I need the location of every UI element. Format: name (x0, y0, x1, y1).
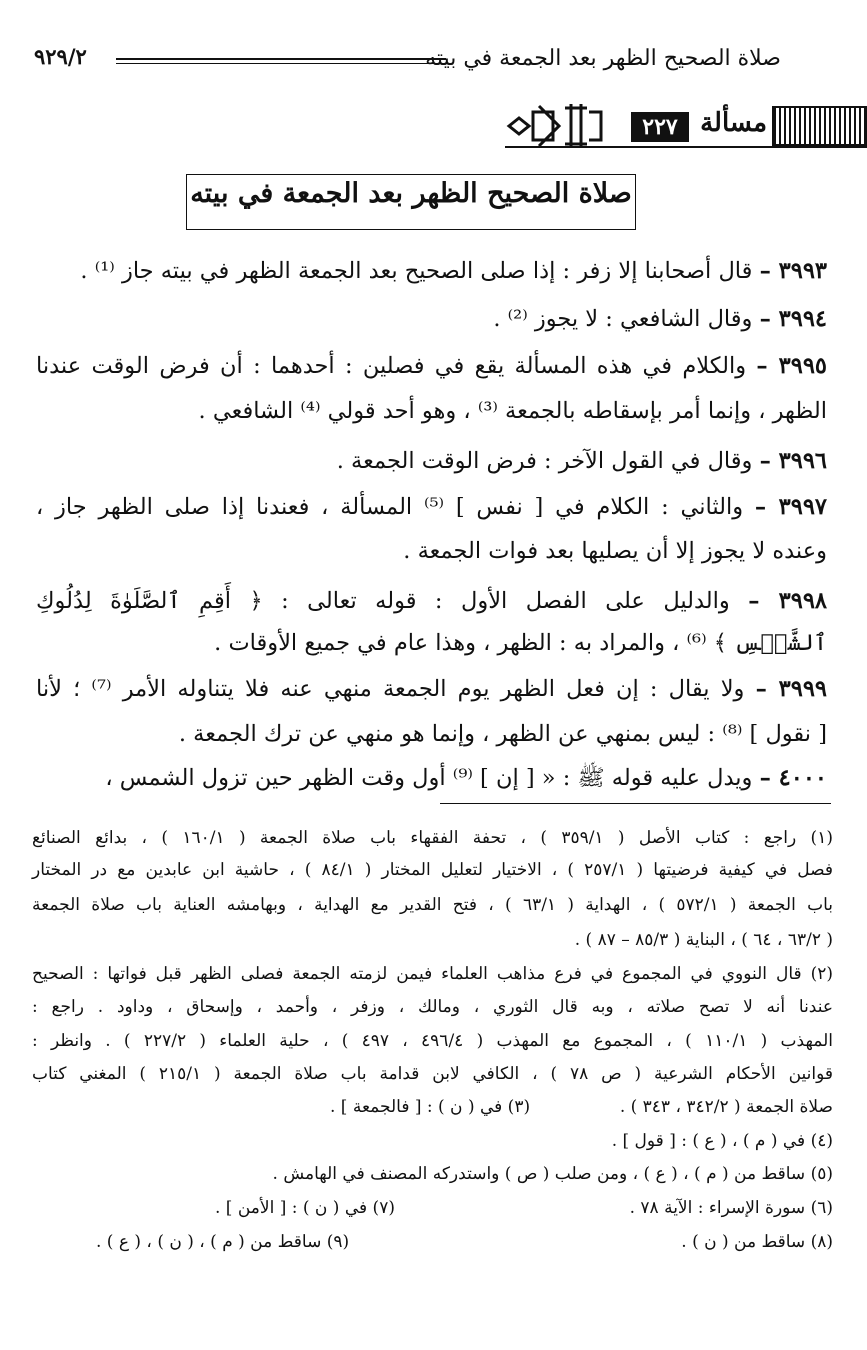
masala-bar (505, 100, 867, 152)
running-header (34, 44, 781, 84)
footnote-6: (٦) سورة الإسراء : الآية ٧٨ . (629, 1198, 833, 1218)
footnote-separator (440, 803, 831, 804)
paragraph-number: ٣٩٩٤ – (759, 306, 827, 332)
footnote-2-line: عندنا أنه لا تصح صلاته ، وبه قال الثوري ، ومالك ، وزفر ، وأحمد ، وإسحاق ، وداود . راجع : (32, 997, 833, 1017)
paragraph-3997 (36, 494, 827, 520)
paragraph-number: ٣٩٩٩ – (755, 676, 828, 702)
paragraph-3994 (493, 306, 827, 332)
paragraph-line: والدليل على الفصل الأول : قوله تعالى : ﴿ أَقِمِ ٱلصَّلَوٰةَ لِدُلُوكِ (36, 588, 730, 614)
footnote-2-line: المهذب ( ١١٠/١ ) ، المجموع مع المهذب ( ٤٩٦/٤ ، ٤٩٧ ) ، حلية العلماء ( ٢٢٧/٢ ) . وانظر : (32, 1031, 834, 1051)
paragraph-4000 (105, 765, 827, 797)
footnote-8: (٨) ساقط من ( ن ) . (681, 1232, 833, 1252)
paragraph-line: ولا يقال : إن فعل الظهر يوم الجمعة منهي عنه فلا يتناوله الأمر ⁽⁷⁾ ؛ لأنا (36, 676, 745, 702)
paragraph-number: ٣٩٩٣ – (759, 258, 827, 284)
paragraph-number: ٣٩٩٦ – (759, 448, 827, 474)
page-title: صلاة الصحيح الظهر بعد الجمعة في بيته (190, 178, 632, 209)
footnote-1-line: ( ٦٣/٢ ، ٦٤ ) ، البناية ( ٨٥/٣ – ٨٧ ) . (574, 930, 833, 950)
footnote-1-line: (١) راجع : كتاب الأصل ( ٣٥٩/١ ) ، تحفة الفقهاء باب صلاة الجمعة ( ١٦٠/١ ) ، بدائع الصنائع (32, 828, 833, 848)
paragraph-number: ٣٩٩٨ – (748, 588, 827, 614)
paragraph-3996 (337, 448, 827, 474)
knot-ornament-icon (505, 100, 605, 152)
hatched-ornament (772, 106, 867, 146)
paragraph-line: وقال في القول الآخر : فرض الوقت الجمعة . (336, 448, 753, 474)
paragraph-number: ٣٩٩٥ – (756, 353, 827, 379)
paragraph-line: وقال الشافعي : لا يجوز ⁽²⁾ . (493, 306, 753, 332)
header-rule (116, 58, 446, 64)
footnote-4: (٤) في ( م ) ، ( ع ) : [ قول ] . (611, 1131, 833, 1151)
paragraph-line: [ نقول ] ⁽⁸⁾ : ليس بمنهي عن الظهر ، وإنما هو منهي عن ترك الجمعة . (178, 721, 827, 747)
paragraph-number: ٣٩٩٧ – (754, 494, 827, 520)
running-title: صلاة الصحيح الظهر بعد الجمعة في بيته (425, 46, 781, 71)
footnote-1-line: باب الجمعة ( ٥٧٢/١ ) ، الهداية ( ٦٣/١ ) ، فتح القدير مع الهداية ، وبهامشه العناية باب صلاة الجمعة (32, 895, 833, 915)
page-number: ٩٢٩/٢ (34, 44, 87, 69)
paragraph-number: ٤٠٠٠ – (759, 765, 827, 791)
footnote-7: (٧) في ( ن ) : [ الأمن ] . (215, 1198, 395, 1218)
masala-underline (505, 146, 867, 148)
paragraph-3993 (80, 258, 827, 284)
paragraph-3999 (36, 676, 827, 702)
paragraph-3995 (36, 353, 827, 379)
masala-number: ٢٢٧ (631, 112, 689, 142)
paragraph-line: الظهر ، وإنما أمر بإسقاطه بالجمعة ⁽³⁾ ، وهو أحد قولي ⁽⁴⁾ الشافعي . (198, 398, 827, 424)
footnote-2-line: (٢) قال النووي في المجموع في فرع مذاهب العلماء فيمن لزمته الجمعة فصلى الظهر قبل فواتها : الصحيح (32, 964, 833, 984)
paragraph-3998 (36, 588, 827, 614)
footnote-3: (٣) في ( ن ) : [ فالجمعة ] . (330, 1097, 531, 1117)
masala-label: مسألة (700, 108, 767, 138)
footnote-2-line: قوانين الأحكام الشرعية ( ص ٧٨ ) ، الكافي لابن قدامة باب صلاة الجمعة ( ٢١٥/١ ) المغني كتاب (32, 1064, 834, 1084)
footnote-1-line: فصل في كيفية فرضيتها ( ٢٥٧/١ ) ، الاختيار لتعليل المختار ( ٨٤/١ ) ، حاشية ابن عابدين مع در المختار (32, 860, 833, 880)
paragraph-line: ويدل عليه قوله ﷺ : « [ إن ] ⁽⁹⁾ أول وقت الظهر حين تزول الشمس ، (105, 765, 753, 791)
footnote-9: (٩) ساقط من ( م ) ، ( ن ) ، ( ع ) . (96, 1232, 350, 1252)
paragraph-line: قال أصحابنا إلا زفر : إذا صلى الصحيح بعد الجمعة الظهر في بيته جاز ⁽¹⁾ . (80, 258, 753, 284)
paragraph-line: وعنده لا يجوز إلا أن يصليها بعد فوات الجمعة . (403, 538, 827, 564)
footnote-5: (٥) ساقط من ( م ) ، ( ع ) ، ومن صلب ( ص ) واستدركه المصنف في الهامش . (272, 1164, 833, 1184)
footnote-2-line: صلاة الجمعة ( ٣٤٢/٢ ، ٣٤٣ ) . (619, 1097, 833, 1117)
paragraph-line: والثاني : الكلام في [ نفس ] ⁽⁵⁾ المسألة ، فعندنا إذا صلى الظهر جاز ، (36, 494, 744, 520)
paragraph-line: والكلام في هذه المسألة يقع في فصلين : أحدهما : أن فرض الوقت عندنا (36, 353, 747, 379)
paragraph-line: ٱلشَّمۡسِ ﴾ ⁽⁶⁾ ، والمراد به : الظهر ، وهذا عام في جميع الأوقات . (214, 630, 827, 656)
